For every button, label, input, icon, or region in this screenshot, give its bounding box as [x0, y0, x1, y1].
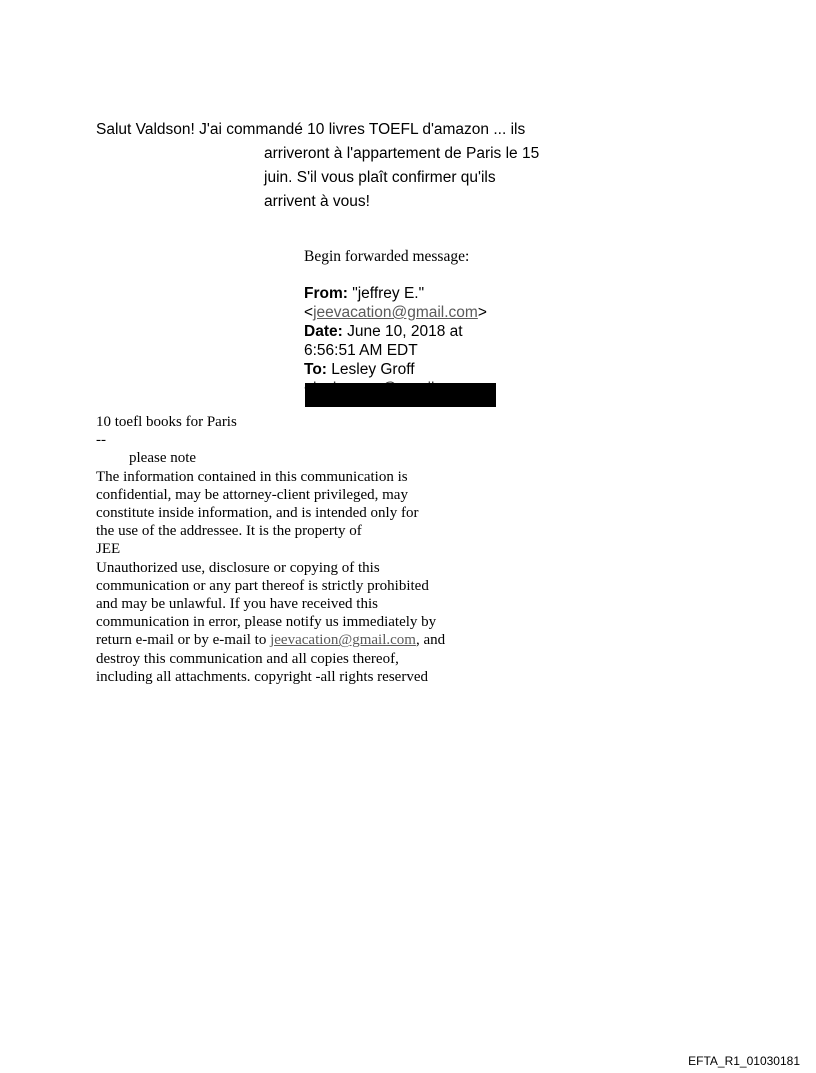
return-prefix: return e-mail or by e-mail to — [96, 632, 271, 649]
signature-separator: -- — [96, 432, 106, 449]
forwarded-begin-label: Begin forwarded message: — [304, 248, 470, 265]
email-subject-line: 10 toefl books for Paris — [96, 414, 237, 430]
date-value-line1: June 10, 2018 at — [347, 323, 463, 340]
disclaimer-line: Unauthorized use, disclosure or copying of this — [96, 559, 380, 576]
intro-line: Salut Valdson! J'ai commandé 10 livres TOEFL d'amazon ... ils — [96, 121, 526, 138]
intro-line: juin. S'il vous plaît confirmer qu'ils — [264, 169, 496, 186]
email-body — [96, 413, 445, 686]
to-row — [304, 360, 504, 379]
from-row — [304, 284, 504, 303]
disclaimer-line: constitute inside information, and is intended only for — [96, 505, 419, 522]
disclaimer-return-line — [96, 631, 445, 649]
intro-line: arriveront à l'appartement de Paris le 15 — [264, 145, 540, 162]
return-email-link[interactable]: jeevacation@gmail.com — [270, 632, 416, 649]
intro-line: arrivent à vous! — [264, 193, 370, 210]
disclaimer-part-2 — [96, 650, 445, 686]
from-email-row — [304, 303, 504, 322]
note-heading: please note — [129, 450, 197, 467]
redaction-block — [305, 383, 496, 407]
disclaimer-line: including all attachments. copyright -all rights reserved — [96, 668, 428, 685]
date-row — [304, 322, 504, 341]
disclaimer-line: communication in error, please notify us immediately by — [96, 614, 437, 631]
disclaimer-line: The information contained in this communication is — [96, 468, 408, 485]
to-name: Lesley Groff — [331, 361, 415, 378]
date-label: Date: — [304, 323, 343, 340]
disclaimer-part-1 — [96, 468, 445, 632]
disclaimer-line: JEE — [96, 541, 121, 558]
intro-message — [96, 118, 539, 214]
from-email-link[interactable]: jeevacation@gmail.com — [313, 304, 478, 321]
forwarded-header — [304, 247, 504, 395]
from-name: "jeffrey E." — [352, 285, 425, 302]
disclaimer-line: confidential, may be attorney-client privileged, may — [96, 486, 408, 503]
from-email-open: < — [304, 304, 314, 321]
disclaimer-line: the use of the addressee. It is the property of — [96, 523, 362, 540]
from-label: From: — [304, 285, 348, 302]
date-value-line2: 6:56:51 AM EDT — [304, 342, 418, 359]
from-email-close: > — [477, 304, 487, 321]
to-label: To: — [304, 361, 327, 378]
disclaimer-line: destroy this communication and all copies thereof, — [96, 650, 399, 667]
disclaimer-line: communication or any part thereof is strictly prohibited — [96, 577, 429, 594]
forwarded-fields — [304, 284, 504, 395]
document-id: EFTA_R1_01030181 — [688, 1054, 800, 1068]
disclaimer-line: and may be unlawful. If you have received this — [96, 596, 378, 613]
return-suffix: , and — [415, 632, 446, 649]
